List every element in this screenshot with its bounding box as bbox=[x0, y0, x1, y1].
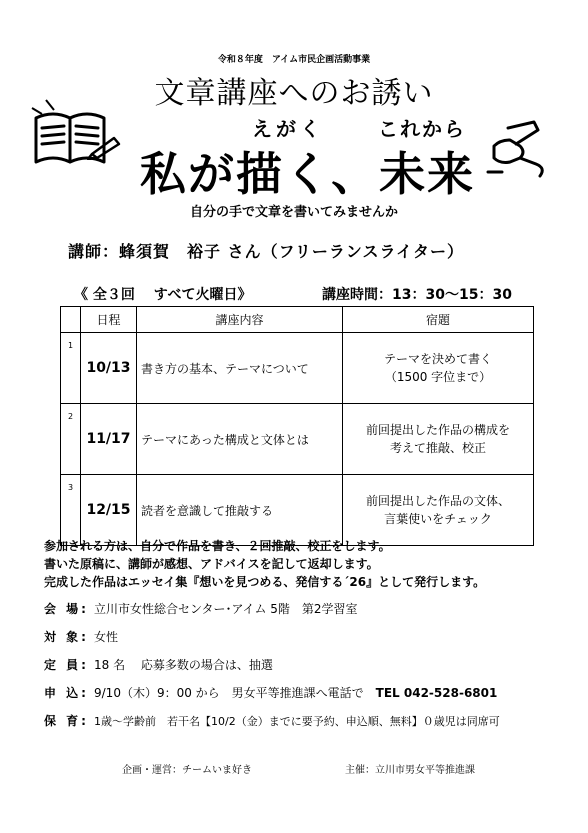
childcare-value: 1歳〜学齢前 若干名【10/2（金）までに要予約、申込順、無料】０歳児は同席可 bbox=[94, 715, 500, 728]
headline: 私が描く、未来 bbox=[140, 147, 476, 201]
info-childcare bbox=[44, 712, 500, 729]
row-date: 12/15 bbox=[81, 475, 137, 546]
apply-label: 申 込: bbox=[44, 686, 89, 700]
homework-line: 前回提出した作品の文体、 bbox=[365, 494, 510, 508]
course-table bbox=[60, 306, 534, 546]
row-number: 1 bbox=[61, 333, 81, 404]
table-header-row bbox=[61, 307, 534, 333]
row-date: 10/13 bbox=[81, 333, 137, 404]
row-number: 2 bbox=[61, 404, 81, 475]
info-apply bbox=[44, 684, 497, 701]
sponsor: 主催：立川市男女平等推進課 bbox=[345, 765, 475, 776]
apply-value: 9/10（木）9：00 から 男女平等推進課へ電話で bbox=[94, 686, 376, 700]
table-row bbox=[61, 475, 534, 546]
header-num bbox=[61, 307, 81, 333]
schedule-note: 《 全３回 すべて火曜日》 bbox=[74, 287, 252, 303]
homework-line: テーマを決めて書く bbox=[383, 352, 492, 366]
row-content: 書き方の基本、テーマについて bbox=[137, 333, 343, 404]
header-content: 講座内容 bbox=[137, 307, 343, 333]
childcare-label: 保 育: bbox=[44, 714, 89, 728]
row-number: 3 bbox=[61, 475, 81, 546]
row-date: 11/17 bbox=[81, 404, 137, 475]
homework-line: 前回提出した作品の構成を bbox=[365, 423, 510, 437]
venue-value: 立川市女性総合センター･アイム 5階 第2学習室 bbox=[94, 602, 358, 616]
row-homework bbox=[343, 333, 534, 404]
homework-line: 考えて推敲、校正 bbox=[389, 441, 486, 455]
info-capacity bbox=[44, 656, 273, 673]
capacity-label: 定 員: bbox=[44, 658, 89, 672]
row-content: 読者を意識して推敲する bbox=[137, 475, 343, 546]
header-date: 日程 bbox=[81, 307, 137, 333]
headline-ruby-left: えがく bbox=[252, 117, 324, 141]
row-homework bbox=[343, 475, 534, 546]
note-line: 書いた原稿に、講師が感想、アドバイスを記して返却します。 bbox=[44, 557, 379, 571]
info-venue bbox=[44, 600, 358, 617]
table-row bbox=[61, 404, 534, 475]
note-line: 完成した作品はエッセイ集『想いを見つめる、発信する´26』として発行します。 bbox=[44, 575, 486, 589]
row-homework bbox=[343, 404, 534, 475]
program-label: 令和８年度 アイム市民企画活動事業 bbox=[217, 55, 371, 65]
tel-number: 042-528-6801 bbox=[399, 686, 498, 700]
note-line: 参加される方は、自分で作品を書き、２回推敲、校正をします。 bbox=[44, 539, 391, 553]
tel-label: TEL bbox=[375, 686, 400, 700]
headline-ruby-right: これから bbox=[378, 117, 466, 141]
homework-line: 言葉使いをチェック bbox=[384, 512, 492, 526]
capacity-value: 18 名 応募多数の場合は、抽選 bbox=[94, 658, 273, 672]
row-content: テーマにあった構成と文体とは bbox=[137, 404, 343, 475]
header-homework: 宿題 bbox=[343, 307, 534, 333]
lecturer: 講師：蜂須賀 裕子 さん（フリーランスライター） bbox=[68, 242, 464, 261]
subtitle: 自分の手で文章を書いてみませんか bbox=[189, 205, 398, 220]
venue-label: 会 場: bbox=[44, 602, 89, 616]
target-label: 対 象: bbox=[44, 630, 89, 644]
pencil-icon bbox=[86, 132, 122, 160]
page-title: 文章講座へのお誘い bbox=[154, 76, 434, 111]
target-value: 女性 bbox=[94, 630, 119, 644]
info-target bbox=[44, 628, 118, 645]
table-row bbox=[61, 333, 534, 404]
homework-line: （1500 字位まで） bbox=[384, 370, 492, 384]
session-time: 講座時間：13：30〜15：30 bbox=[322, 287, 512, 303]
organizer: 企画・運営：チームいま好き bbox=[122, 765, 252, 776]
